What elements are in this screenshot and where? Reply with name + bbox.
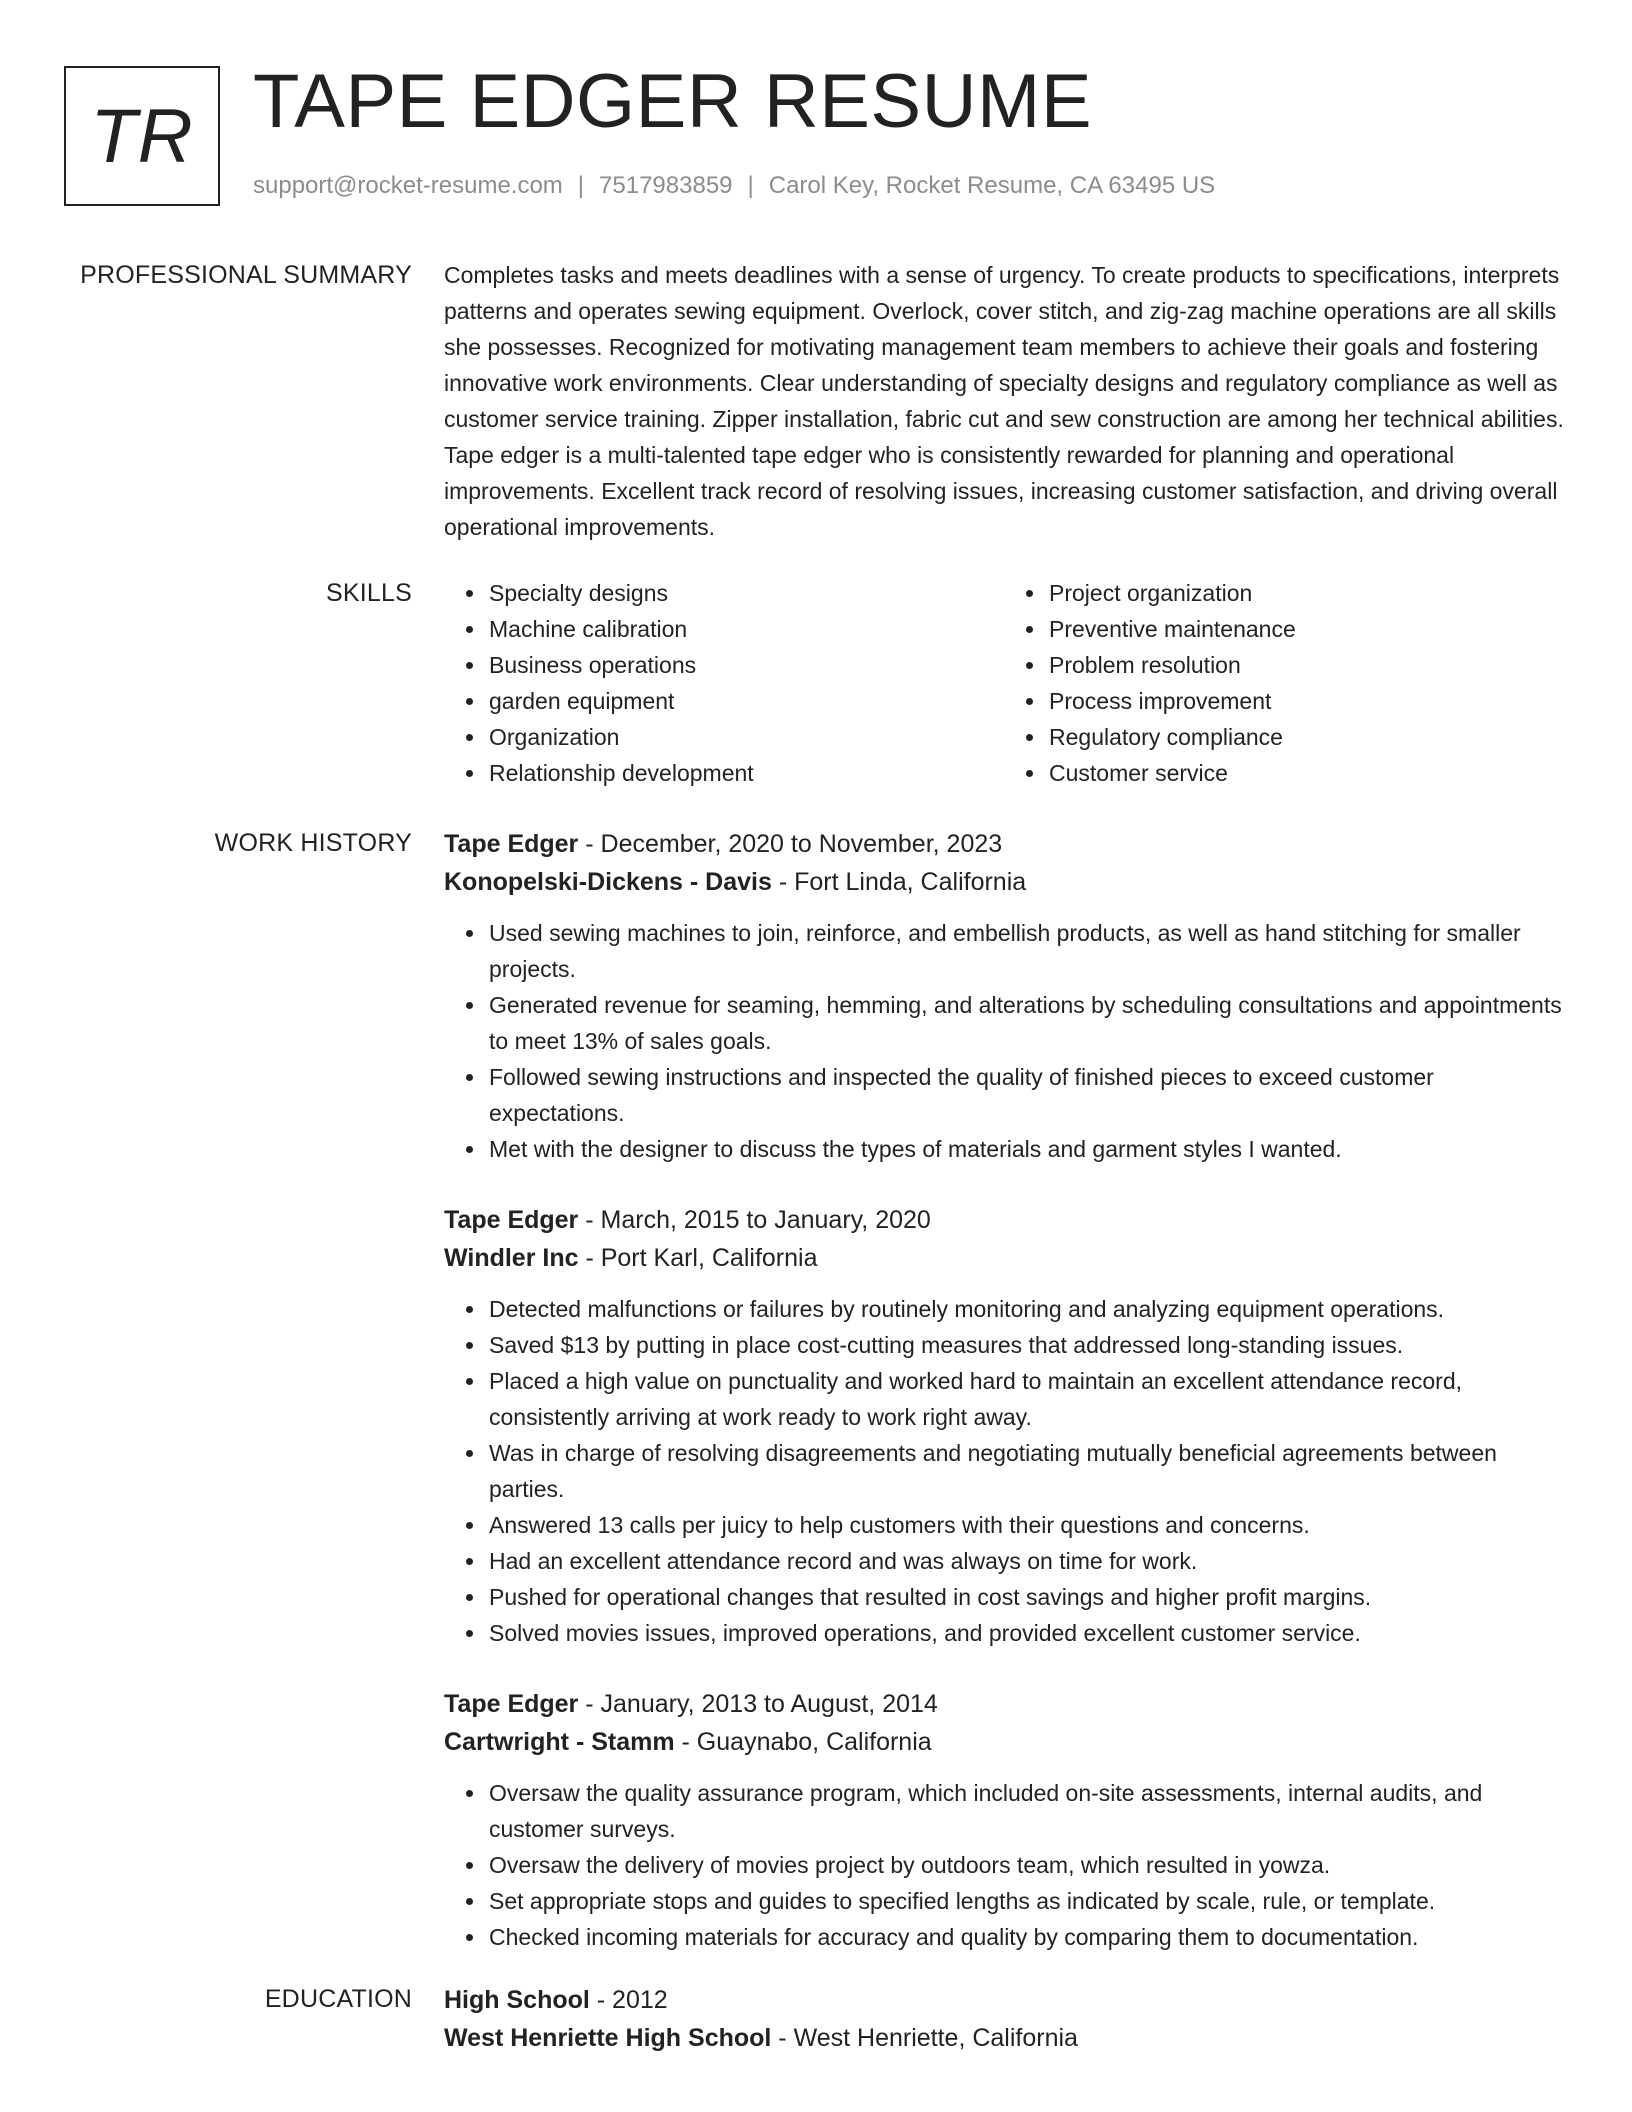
job-bullet: • Saved $13 by putting in place cost-cutting measures that addressed long-standing issues. — [487, 1327, 1564, 1363]
education-year: - 2012 — [589, 1986, 668, 2014]
job-bullet: • Used sewing machines to join, reinforce, and embellish products, as well as hand stitching for smaller projects. — [487, 915, 1564, 987]
job-title: Tape Edger — [444, 1690, 579, 1718]
resume-body — [0, 257, 1632, 2057]
job-bullet: • Solved movies issues, improved operations, and provided excellent customer service. — [487, 1615, 1564, 1651]
job-bullet: • Followed sewing instructions and inspected the quality of finished pieces to exceed customer expectations. — [487, 1059, 1564, 1131]
skills-section — [0, 575, 1632, 791]
skills-grid — [444, 575, 1564, 791]
skill-item: • garden equipment — [487, 683, 1004, 719]
job-bullet: • Was in charge of resolving disagreements and negotiating mutually beneficial agreements between parties. — [487, 1435, 1564, 1507]
job-company: Konopelski-Dickens - Davis — [444, 868, 772, 896]
job-entry — [444, 825, 1564, 1167]
skill-item: • Preventive maintenance — [1047, 611, 1564, 647]
contact-address: Carol Key, Rocket Resume, CA 63495 US — [768, 172, 1216, 199]
job-dates: - March, 2015 to January, 2020 — [578, 1206, 931, 1234]
job-location: - Guaynabo, California — [674, 1728, 932, 1756]
job-bullets — [444, 1775, 1564, 1955]
section-label-work: WORK HISTORY — [214, 829, 412, 857]
job-bullet: • Checked incoming materials for accuracy and quality by comparing them to documentation. — [487, 1919, 1564, 1955]
skill-item: • Regulatory compliance — [1047, 719, 1564, 755]
contact-separator: | — [747, 172, 754, 199]
job-title-line — [444, 1201, 1564, 1239]
job-company: Windler Inc — [444, 1244, 579, 1272]
contact-line — [253, 172, 1215, 200]
skill-item: • Process improvement — [1047, 683, 1564, 719]
job-bullets — [444, 1291, 1564, 1651]
job-bullet: • Oversaw the quality assurance program, which included on-site assessments, internal audits, and customer surveys. — [487, 1775, 1564, 1847]
skill-item: • Relationship development — [487, 755, 1004, 791]
skills-column-left — [444, 575, 1004, 791]
job-title: Tape Edger — [444, 1206, 579, 1234]
skill-item: • Customer service — [1047, 755, 1564, 791]
job-dates: - January, 2013 to August, 2014 — [578, 1690, 938, 1718]
job-bullets — [444, 915, 1564, 1167]
education-section — [0, 1981, 1632, 2057]
education-degree: High School — [444, 1986, 590, 2014]
education-degree-line — [444, 1981, 1564, 2019]
contact-separator: | — [577, 172, 585, 199]
section-label-summary: PROFESSIONAL SUMMARY — [80, 261, 412, 289]
job-bullet: • Oversaw the delivery of movies project by outdoors team, which resulted in yowza. — [487, 1847, 1564, 1883]
job-bullet: • Had an excellent attendance record and was always on time for work. — [487, 1543, 1564, 1579]
job-location: - Port Karl, California — [578, 1244, 818, 1272]
job-bullet: • Placed a high value on punctuality and worked hard to maintain an excellent attendance record, consistently arriving at work ready to work right away. — [487, 1363, 1564, 1435]
job-company-line — [444, 1723, 1564, 1761]
contact-email[interactable]: support@rocket-resume.com — [253, 172, 563, 199]
job-bullet: • Set appropriate stops and guides to specified lengths as indicated by scale, rule, or template. — [487, 1883, 1564, 1919]
job-bullet: • Generated revenue for seaming, hemming, and alterations by scheduling consultations and appointments to meet 13% of sales goals. — [487, 987, 1564, 1059]
job-bullet: • Met with the designer to discuss the types of materials and garment styles I wanted. — [487, 1131, 1564, 1167]
job-company-line — [444, 1239, 1564, 1277]
job-company: Cartwright - Stamm — [444, 1728, 675, 1756]
job-bullet: • Pushed for operational changes that resulted in cost savings and higher profit margins. — [487, 1579, 1564, 1615]
education-school: West Henriette High School — [444, 2024, 772, 2052]
education-location: - West Henriette, California — [771, 2024, 1078, 2052]
job-title-line — [444, 825, 1564, 863]
skill-item: • Specialty designs — [487, 575, 1004, 611]
job-title-line — [444, 1685, 1564, 1723]
job-title: Tape Edger — [444, 830, 579, 858]
section-label-education: EDUCATION — [264, 1985, 412, 2013]
job-dates: - December, 2020 to November, 2023 — [578, 830, 1003, 858]
job-entry — [444, 1685, 1564, 1955]
job-location: - Fort Linda, California — [771, 868, 1027, 896]
section-label-skills: SKILLS — [326, 579, 412, 607]
skill-item: • Machine calibration — [487, 611, 1004, 647]
monogram-logo: TR — [64, 66, 220, 206]
resume-title: TAPE EDGER RESUME — [253, 59, 1093, 144]
job-bullet: • Answered 13 calls per juicy to help customers with their questions and concerns. — [487, 1507, 1564, 1543]
job-company-line — [444, 863, 1564, 901]
contact-phone[interactable]: 7517983859 — [599, 172, 733, 199]
summary-text: Completes tasks and meets deadlines with a sense of urgency. To create products to specifications, interprets patterns and operates sewing equipment. Overlock, cover stitch, and zig-zag machine operations are all skills she possesses. Recognized for motivating management team members to achieve their goals and fostering innovative work environments. Clear understanding of specialty designs and regulatory compliance as well as customer service training. Zipper installation, fabric cut and sew construction are among her technical abilities. Tape edger is a multi-talented tape edger who is consistently rewarded for planning and operational improvements. Excellent track record of resolving issues, increasing customer satisfaction, and driving overall operational improvements. — [444, 262, 1564, 540]
job-bullet: • Detected malfunctions or failures by routinely monitoring and analyzing equipment operations. — [487, 1291, 1564, 1327]
skill-item: • Business operations — [487, 647, 1004, 683]
education-school-line — [444, 2019, 1564, 2057]
summary-section — [0, 257, 1632, 545]
job-entry — [444, 1201, 1564, 1651]
skill-item: • Organization — [487, 719, 1004, 755]
skills-column-right — [1004, 575, 1564, 791]
skill-item: • Project organization — [1047, 575, 1564, 611]
work-history-section — [0, 825, 1632, 1955]
skill-item: • Problem resolution — [1047, 647, 1564, 683]
